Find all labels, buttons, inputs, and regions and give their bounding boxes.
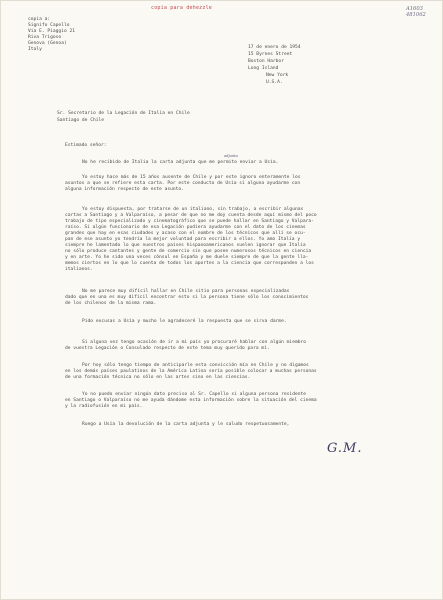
- body-line: de los chilenos de la misma rama.: [65, 301, 157, 306]
- sender-line: Long Island: [248, 66, 279, 71]
- body-line: siempre he lamentado lo que nuestros países hispanoamericanos suelen ignorar que Italia: [65, 243, 306, 248]
- body-line: Ruego a Usía la devolución de la carta adjunta y le saludo respetuosamente,: [82, 422, 290, 427]
- letter-date: 17 de enero de 1954: [248, 45, 301, 50]
- body-paragraph: [65, 207, 317, 273]
- salutation: Estimado señor:: [65, 143, 107, 148]
- body-line: no sólo produce cantantes y gente de comercio sin que posee numerosos técnicos en ciencia: [65, 249, 312, 254]
- sender-line: Boston Harbor: [248, 59, 284, 64]
- body-line: raíso. Si algún funcionario de esa Legación pudiera ayudarme con el dato de los cinemas: [65, 225, 306, 230]
- body-line: alguna información respecto de este asunto.: [65, 187, 184, 192]
- handwritten-insertion: adjunta: [224, 154, 238, 158]
- body-line: No he recibido de Italia la carta adjunta que me permito enviar a Usía.: [82, 160, 279, 165]
- body-line: y la radiofusión en mi país.: [65, 404, 143, 409]
- body-line: Yo estoy hace más de 15 años ausente de Chile y por este ignoro enteramente los: [82, 175, 301, 180]
- body-paragraph: [65, 340, 306, 352]
- signature: G.M.: [327, 441, 363, 456]
- body-line: asuntos a que se refiere esta carta. Por este conducto de Usía si alguna ayudarme con: [65, 181, 301, 186]
- body-line: grandes que hay en esas ciudades y acaso con el nombre de los técnicos que allí se ocu-: [65, 231, 306, 236]
- body-line: Pido excusas a Usía y mucho le agradeceré la respuesta que se sirva darme.: [82, 319, 287, 324]
- recipient-line: Genova (Genoa): [28, 41, 67, 46]
- body-line: y en arte. Yo he sido una veces cónsul en España y me duele siempre de que la gente lla-: [65, 255, 309, 260]
- body-line: de una formación técnica no sólo en las artes sino en las ciencias.: [65, 375, 251, 380]
- body-line: en Santiago o Valparaíso no me ayuda dándome esta información sobre la situación del cinema: [65, 398, 317, 403]
- body-line: italianos.: [65, 267, 93, 272]
- body-line: pan de ese asunto yo tendría la mejor voluntad para escribir a ellos. Yo amo Italia y: [65, 237, 301, 242]
- body-line: dado que en una es muy difícil encontrar esto si la persona tiene sólo los conocimientos: [65, 295, 309, 300]
- body-paragraph: [65, 289, 308, 307]
- sender-line: U.S.A.: [266, 80, 283, 85]
- recipient-line: Signifo Capello: [28, 23, 70, 28]
- recipient-line: copia a:: [28, 17, 51, 22]
- body-line: Yo no puedo enviar ningún dato preciso al Sr. Capello si alguna persona residente: [82, 392, 307, 397]
- body-paragraph: [65, 160, 278, 166]
- body-line: Por hoy sólo tengo tiempo de anticiparle esta convicción mía en Chile y no digamos: [82, 363, 309, 368]
- body-line: Si alguna vez tengo ocasión de ir a mi país yo procuraré hablar con algún miembro: [82, 340, 307, 345]
- body-line: en los demás países paulatinos de la América Latina sería posible colocar a muchas personas: [65, 369, 317, 374]
- sender-line: New York: [266, 73, 289, 78]
- body-line: No me parece muy difícil hallar en Chile sitio para personas especializadas: [82, 289, 290, 294]
- addressee-line: Santiago de Chile: [57, 118, 105, 123]
- body-paragraph: [65, 319, 287, 325]
- recipient-line: Via E. Piaggio 21: [28, 29, 76, 34]
- body-line: cartas a Santiago y a Valparaíso, a pesar de que no me doy cuenta desde aquí mismo del poco: [65, 213, 317, 218]
- body-line: Yo estoy dispuesta, por tratarse de un italiano, sin trabajo, a escribir algunas: [82, 207, 304, 212]
- recipient-line: Riva Trigoso: [28, 35, 62, 40]
- body-line: trabajo de tipo especializado y cinematográfico que se puede hallar en Santiago y Valpara-: [65, 219, 314, 224]
- body-line: de vuestra Legación o Consulado respecto de este tema muy querido para mí.: [65, 346, 270, 351]
- sender-line: 15 Byrnes Street: [248, 52, 293, 57]
- body-paragraph: [65, 392, 317, 410]
- body-paragraph: [65, 363, 317, 381]
- body-paragraph: [65, 175, 301, 193]
- archive-code-annotation: A1603 481062: [406, 6, 426, 18]
- closing-paragraph: [65, 422, 289, 428]
- recipient-line: Italy: [28, 47, 42, 52]
- addressee-line: Sr. Secretario de la Legación de Italia en Chile: [57, 111, 190, 116]
- body-line: memos ciertos en lo que lo cuenta de todos los aportes a la ciencia que corresponden a los: [65, 261, 314, 266]
- copy-stamp: copia para dehezzle: [151, 5, 212, 11]
